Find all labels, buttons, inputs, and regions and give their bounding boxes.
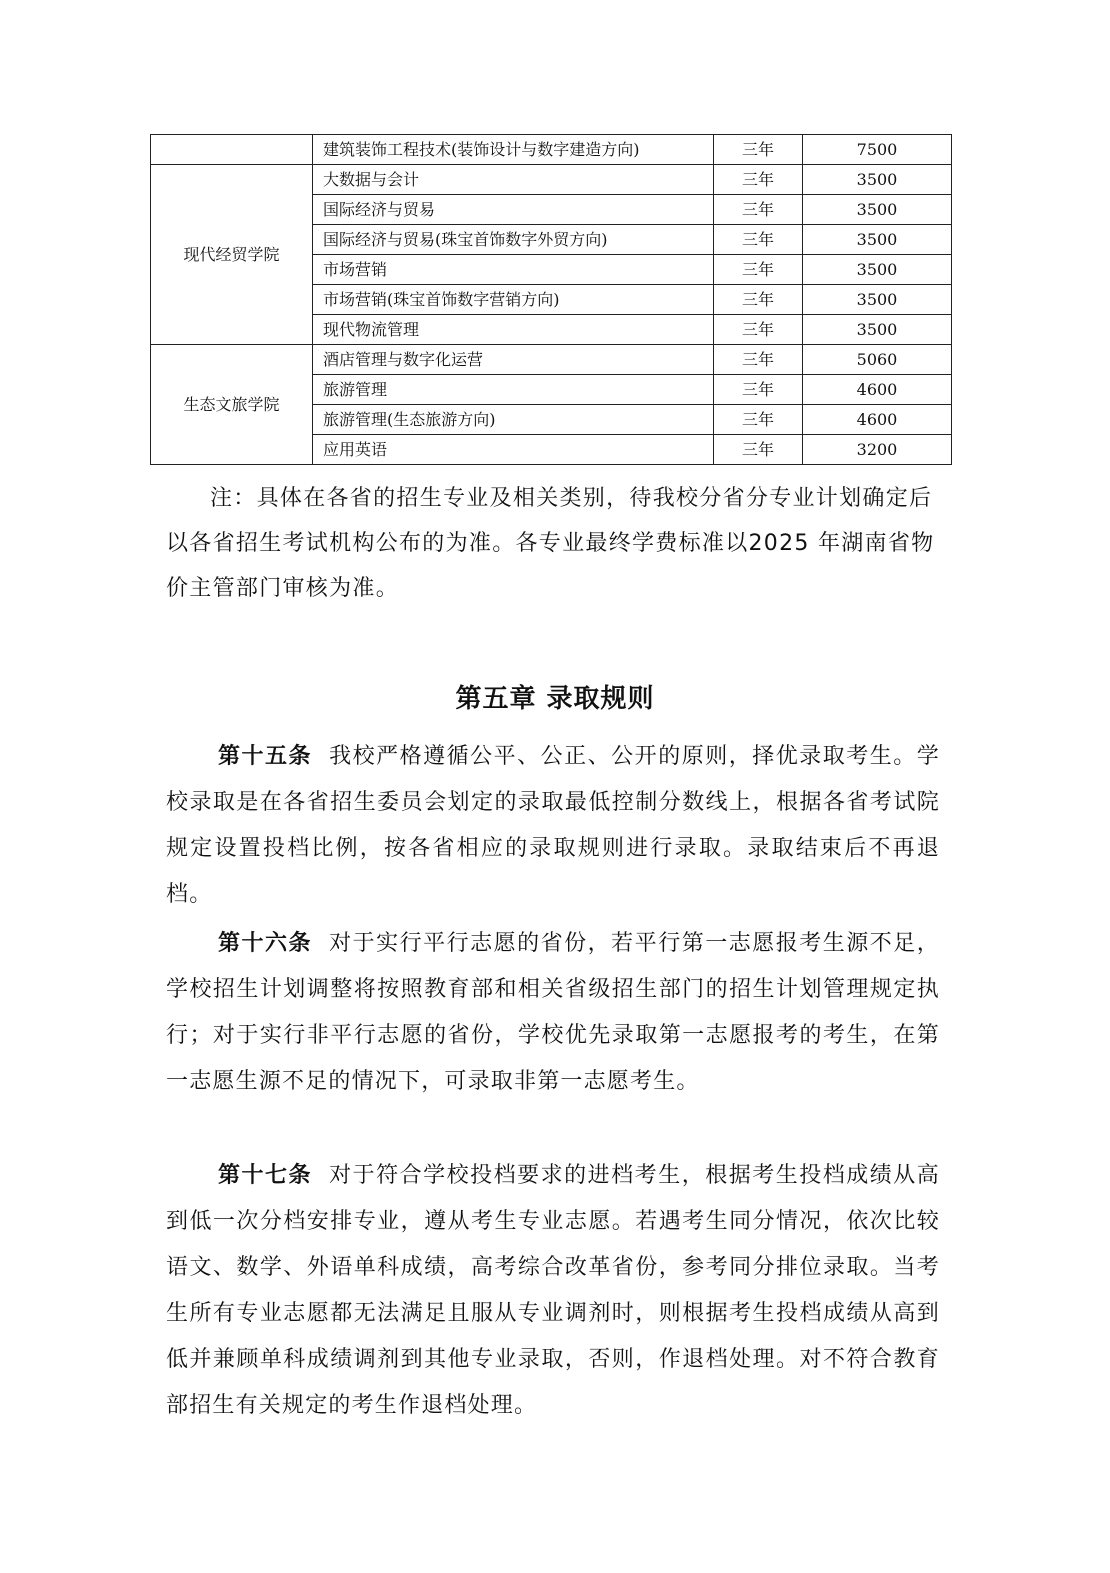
duration-cell: 三年: [714, 135, 803, 165]
article-text: 对于符合学校投档要求的进档考生，根据考生投档成绩从高到低一次分档安排专业，遵从考生专业志愿。若遇考生同分情况，依次比较语文、数学、外语单科成绩，高考综合改革省份，参考同分排位录取。当考生所有专业志愿都无法满足且服从专业调剂时，则根据考生投档成绩从高到低并兼顾单科成绩调剂到其他专业录取，否则，作退档处理。对不符合教育部招生有关规定的考生作退档处理。: [166, 1163, 941, 1418]
article-label: 第十七条: [218, 1163, 313, 1188]
article-text: 我校严格遵循公平、公正、公开的原则，择优录取考生。学校录取是在各省招生委员会划定的录取最低控制分数线上，根据各省考试院规定设置投档比例，按各省相应的录取规则进行录取。录取结束后不再退档。: [166, 744, 941, 907]
fee-cell: 3500: [803, 225, 952, 255]
major-cell: 旅游管理(生态旅游方向): [313, 405, 714, 435]
fee-table: [150, 134, 952, 465]
duration-cell: 三年: [714, 165, 803, 195]
duration-cell: 三年: [714, 375, 803, 405]
college-cell: 现代经贸学院: [151, 165, 313, 345]
duration-cell: 三年: [714, 255, 803, 285]
article-text: 对于实行平行志愿的省份，若平行第一志愿报考生源不足，学校招生计划调整将按照教育部和相关省级招生部门的招生计划管理规定执行；对于实行非平行志愿的省份，学校优先录取第一志愿报考的考生，在第一志愿生源不足的情况下，可录取非第一志愿考生。: [166, 931, 941, 1094]
duration-cell: 三年: [714, 345, 803, 375]
duration-cell: 三年: [714, 405, 803, 435]
major-cell: 现代物流管理: [313, 315, 714, 345]
fee-cell: 3500: [803, 195, 952, 225]
article-label: 第十六条: [218, 931, 313, 956]
fee-cell: 5060: [803, 345, 952, 375]
duration-cell: 三年: [714, 195, 803, 225]
article-label: 第十五条: [218, 744, 313, 769]
major-cell: 市场营销(珠宝首饰数字营销方向): [313, 285, 714, 315]
article-17: [166, 1153, 940, 1429]
college-cell: [151, 135, 313, 165]
article-15: [166, 734, 940, 918]
table-row: [151, 345, 952, 375]
college-cell: 生态文旅学院: [151, 345, 313, 465]
major-cell: 国际经济与贸易(珠宝首饰数字外贸方向): [313, 225, 714, 255]
major-cell: 酒店管理与数字化运营: [313, 345, 714, 375]
major-cell: 建筑装饰工程技术(装饰设计与数字建造方向): [313, 135, 714, 165]
fee-cell: 4600: [803, 405, 952, 435]
duration-cell: 三年: [714, 285, 803, 315]
major-cell: 市场营销: [313, 255, 714, 285]
duration-cell: 三年: [714, 315, 803, 345]
table-row: [151, 165, 952, 195]
major-cell: 应用英语: [313, 435, 714, 465]
fee-cell: 7500: [803, 135, 952, 165]
duration-cell: 三年: [714, 435, 803, 465]
duration-cell: 三年: [714, 225, 803, 255]
fee-cell: 3500: [803, 285, 952, 315]
major-cell: 旅游管理: [313, 375, 714, 405]
fee-cell: 4600: [803, 375, 952, 405]
article-16: [166, 921, 940, 1105]
table-note: 注：具体在各省的招生专业及相关类别，待我校分省分专业计划确定后以各省招生考试机构公布的为准。各专业最终学费标准以2025 年湖南省物价主管部门审核为准。: [166, 486, 935, 601]
fee-cell: 3500: [803, 315, 952, 345]
fee-cell: 3500: [803, 165, 952, 195]
fee-cell: 3500: [803, 255, 952, 285]
table-row: [151, 135, 952, 165]
fee-cell: 3200: [803, 435, 952, 465]
major-cell: 国际经济与贸易: [313, 195, 714, 225]
chapter-title: 第五章 录取规则: [455, 684, 655, 714]
fee-table-body: [151, 135, 952, 465]
major-cell: 大数据与会计: [313, 165, 714, 195]
